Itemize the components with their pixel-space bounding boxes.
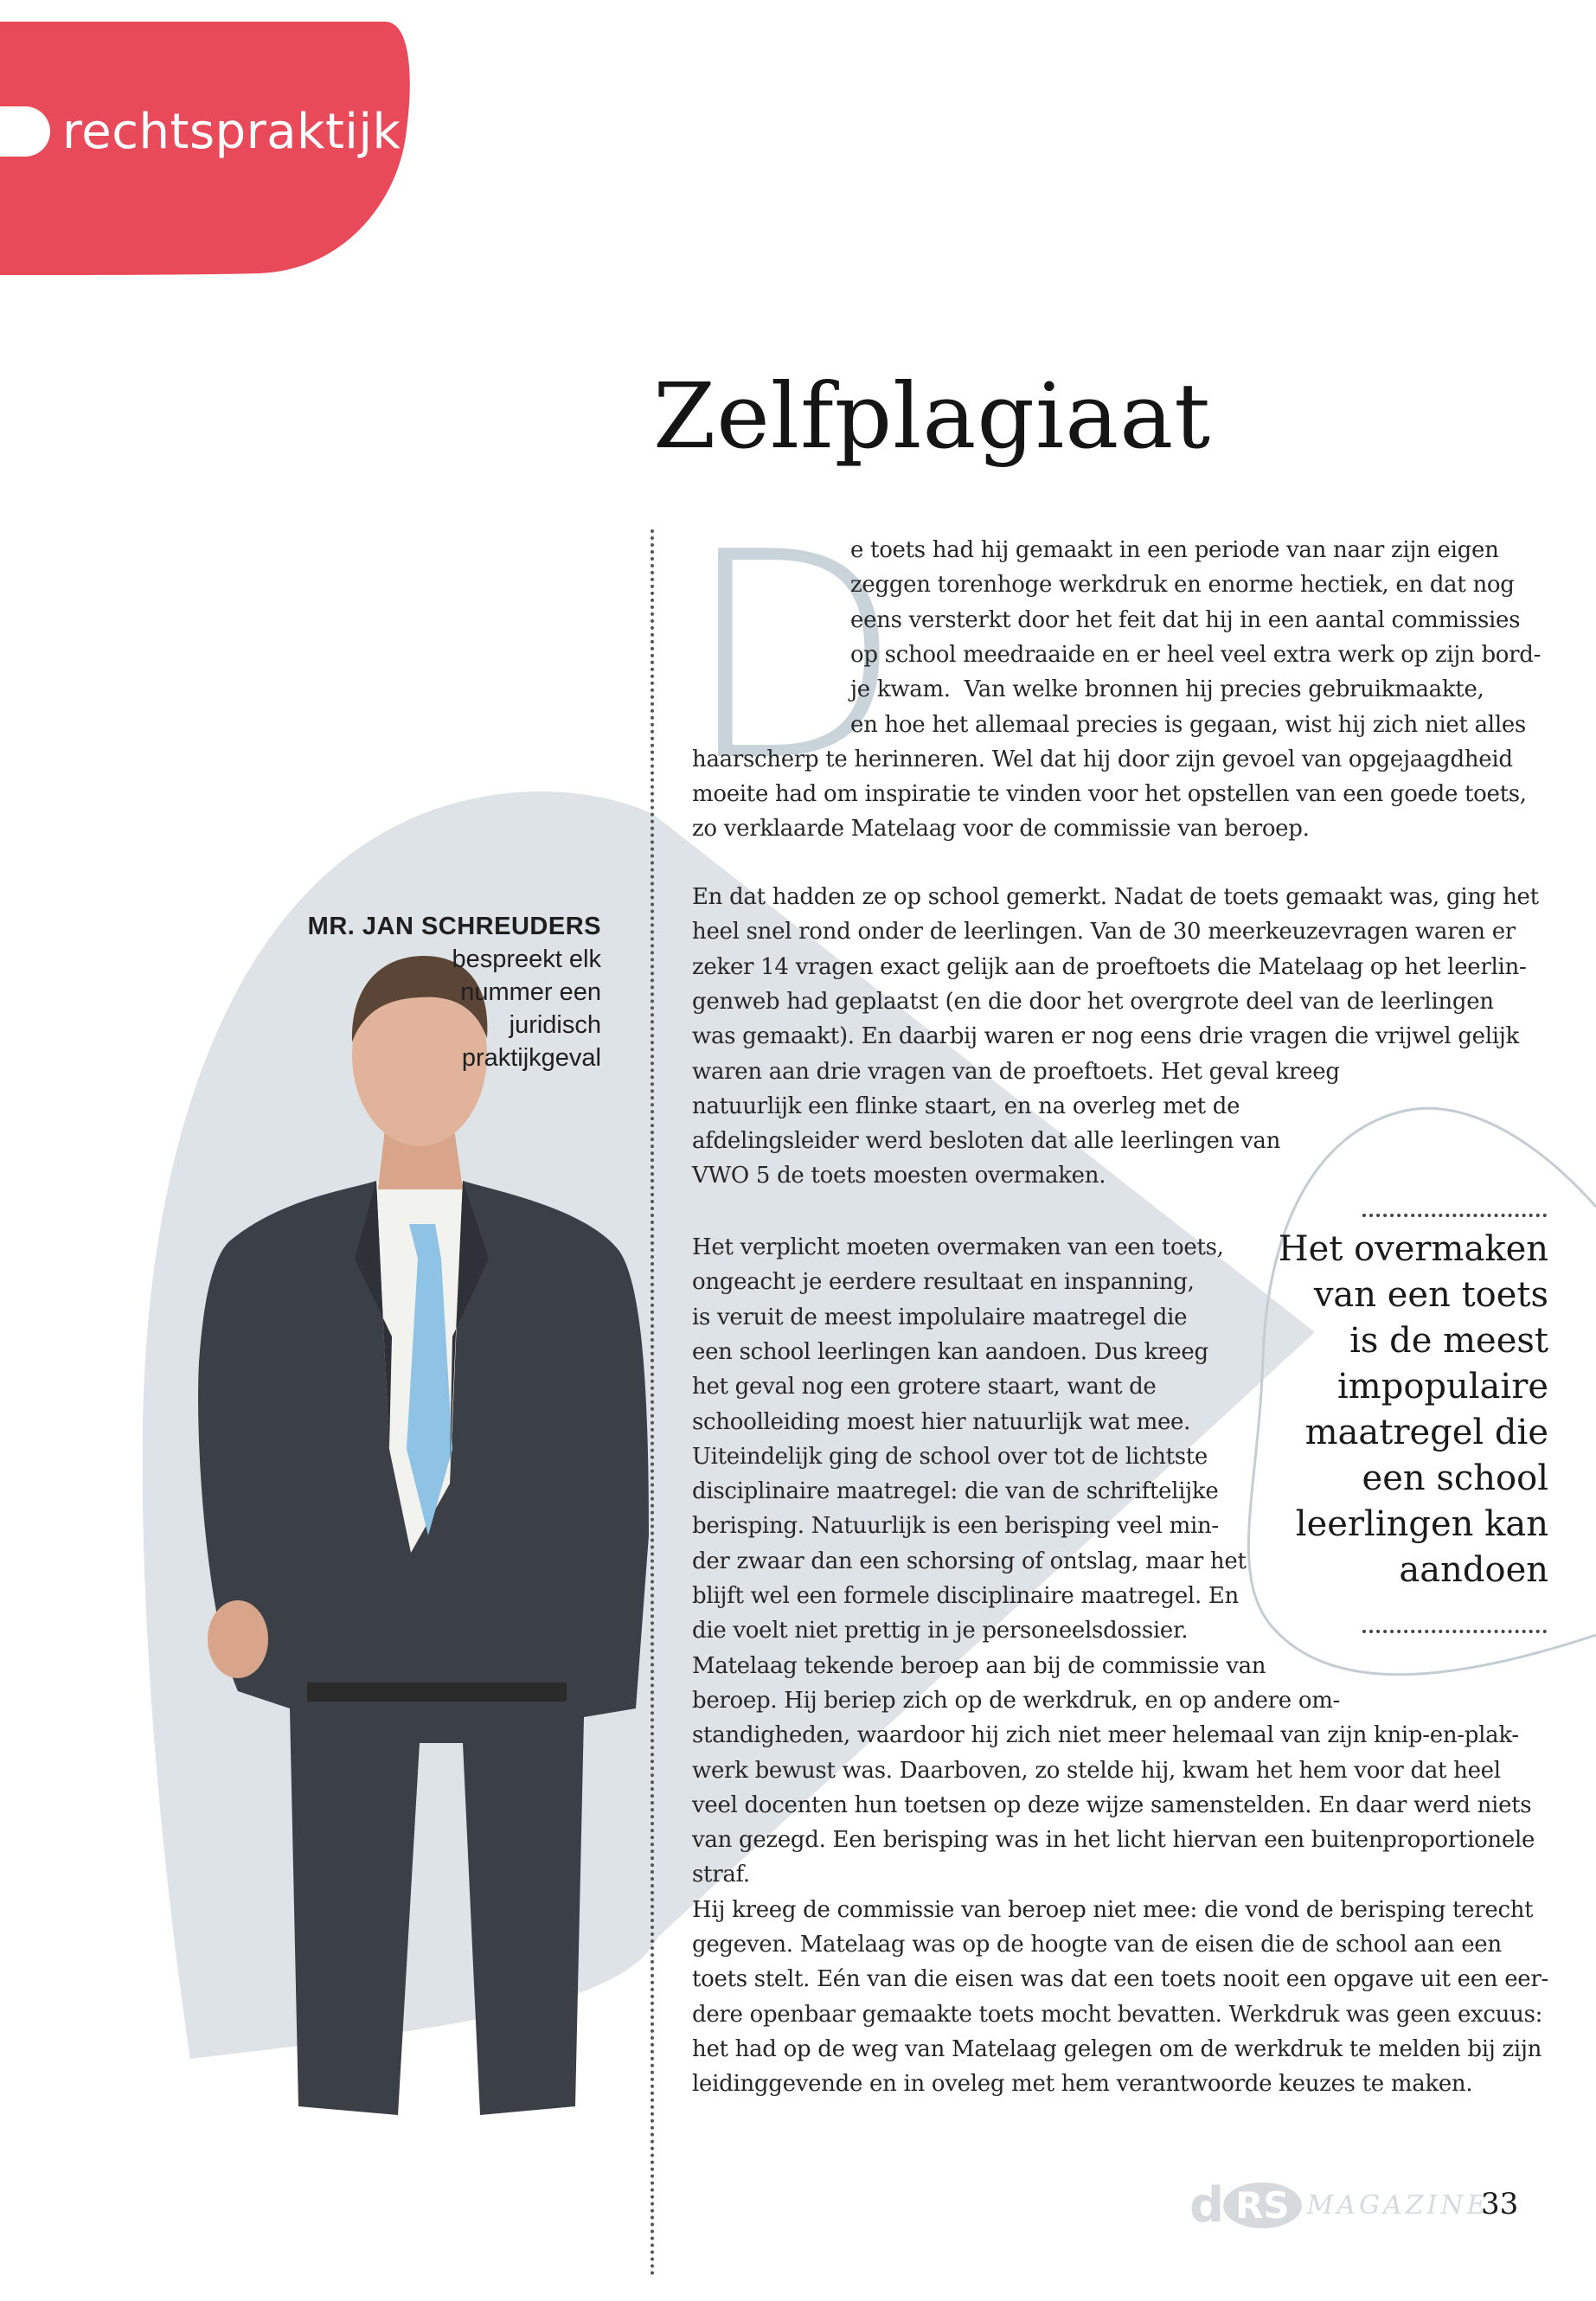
pull-quote-top-rule [1362,1214,1547,1217]
pull-quote: Het overmaken van een toets is de meest impopulaire maatregel die een school leerlingen kan aandoen [1278,1229,1548,1590]
article-title: Zelfplagiaat [653,363,1212,469]
body-text-line: ongeacht je eerdere resultaat en inspanning, [692,1269,1195,1296]
body-text-line: haarscherp te herinneren. Wel dat hij door zijn gevoel van opgejaagdheid [692,746,1513,772]
body-text-line: der zwaar dan een schorsing of ontslag, maar het [692,1548,1247,1574]
body-text-line: het had op de weg van Matelaag gelegen om de werkdruk te melden bij zijn [692,2035,1542,2062]
body-text-line: En dat hadden ze op school gemerkt. Nadat de toets gemaakt was, ging het [692,884,1539,910]
body-text-line: je kwam. Van welke bronnen hij precies gebruikmaakte, [850,676,1484,703]
logo-magazine: MAGAZINE [1306,2189,1490,2221]
body-text-line: beroep. Hij beriep zich op de werkdruk, en op andere om- [692,1687,1341,1714]
body-text-line: natuurlijk een flinke staart, en na overleg met de [692,1093,1240,1119]
author-byline [260,910,601,1074]
body-text-line: dere openbaar gemaakte toets mocht bevatten. Werkdruk was geen excuus: [692,2001,1543,2028]
body-text-line: eens versterkt door het feit dat hij in een aantal commissies [850,606,1521,633]
byline-line: juridisch [509,1011,601,1039]
body-text-line: gegeven. Matelaag was op de hoogte van de eisen die de school aan een [692,1932,1502,1958]
body-text-line: heel snel rond onder de leerlingen. Van de 30 meerkeuzevragen waren er [692,919,1516,945]
body-text-line: en hoe het allemaal precies is gegaan, wist hij zich niet alles [850,711,1526,738]
body-text-line: afdelingsleider werd besloten dat alle leerlingen van [692,1128,1281,1155]
body-text-line: genweb had geplaatst (en die door het overgrote deel van de leerlingen [692,988,1494,1015]
logo-rs: RS [1223,2182,1302,2228]
body-text-line: van gezegd. Een berisping was in het licht hiervan een buitenproportionele [692,1827,1535,1854]
body-text-line: een school leerlingen kan aandoen. Dus kreeg [692,1338,1208,1365]
author-name: MR. JAN SCHREUDERS [307,913,601,940]
body-text-line: Het verplicht moeten overmaken van een toets, [692,1234,1224,1260]
body-text-line: VWO 5 de toets moesten overmaken. [692,1163,1106,1189]
byline-line: praktijkgeval [461,1044,601,1072]
logo-letter: d [1189,2176,1222,2234]
drop-cap: D [683,491,904,824]
body-text-line: e toets had hij gemaakt in een periode van naar zijn eigen [850,537,1499,563]
body-text-line: is veruit de meest impolulaire maatregel die [692,1304,1188,1330]
byline-line: bespreekt elk [452,945,601,973]
body-text-line: het geval nog een grotere staart, want de [692,1374,1157,1400]
body-text-line: leidinggevende en in oveleg met hem verantwoorde keuzes te maken. [692,2071,1473,2098]
body-text-line: Matelaag tekende beroep aan bij de commissie van [692,1652,1266,1679]
body-text-line: zeggen torenhoge werkdruk en enorme hectiek, en dat nog [850,572,1515,599]
body-text-line: waren aan drie vragen van de proeftoets. Het geval kreeg [692,1058,1340,1085]
body-text-line: schoolleiding moest hier natuurlijk wat mee. [692,1408,1191,1435]
body-text-line: berisping. Natuurlijk is een berisping veel min- [692,1513,1219,1540]
body-text-line: blijft wel een formele disciplinaire maatregel. En [692,1583,1240,1609]
page-number: 33 [1481,2187,1519,2221]
byline-line: nummer een [460,978,601,1006]
body-text-line: op school meedraaide en er heel veel extra werk op zijn bord- [850,641,1542,668]
body-text-line: Hij kreeg de commissie van beroep niet mee: die vond de berisping terecht [692,1896,1534,1923]
body-text-line: zo verklaarde Matelaag voor de commissie van beroep. [692,816,1310,843]
body-text-line: zeker 14 vragen exact gelijk aan de proeftoets die Matelaag op het leerlin- [692,953,1527,980]
body-text-line: toets stelt. Eén van die eisen was dat een toets nooit een opgave uit een eer- [692,1966,1548,1993]
body-text-line: was gemaakt). En daarbij waren er nog eens drie vragen die vrijwel gelijk [692,1023,1519,1050]
body-text-line: werk bewust was. Daarboven, zo stelde hij, kwam het hem voor dat heel [692,1757,1501,1784]
body-text-line: Uiteindelijk ging de school over tot de lichtste [692,1443,1208,1470]
magazine-logo [1189,2176,1490,2234]
pull-quote-bottom-rule [1362,1630,1547,1633]
section-label: rechtspraktijk [62,103,401,160]
body-text-line: die voelt niet prettig in je personeelsdossier. [692,1618,1189,1644]
body-text-line: moeite had om inspiratie te vinden voor het opstellen van een goede toets, [692,781,1527,808]
body-text-line: straf. [692,1862,750,1888]
body-text-line: standigheden, waardoor hij zich niet meer helemaal van zijn knip-en-plak- [692,1722,1519,1749]
body-text-line: veel docenten hun toetsen op deze wijze samenstelden. En daar werd niets [692,1791,1532,1818]
author-portrait [177,930,662,2124]
body-text-line: disciplinaire maatregel: die van de schriftelijke [692,1478,1219,1505]
